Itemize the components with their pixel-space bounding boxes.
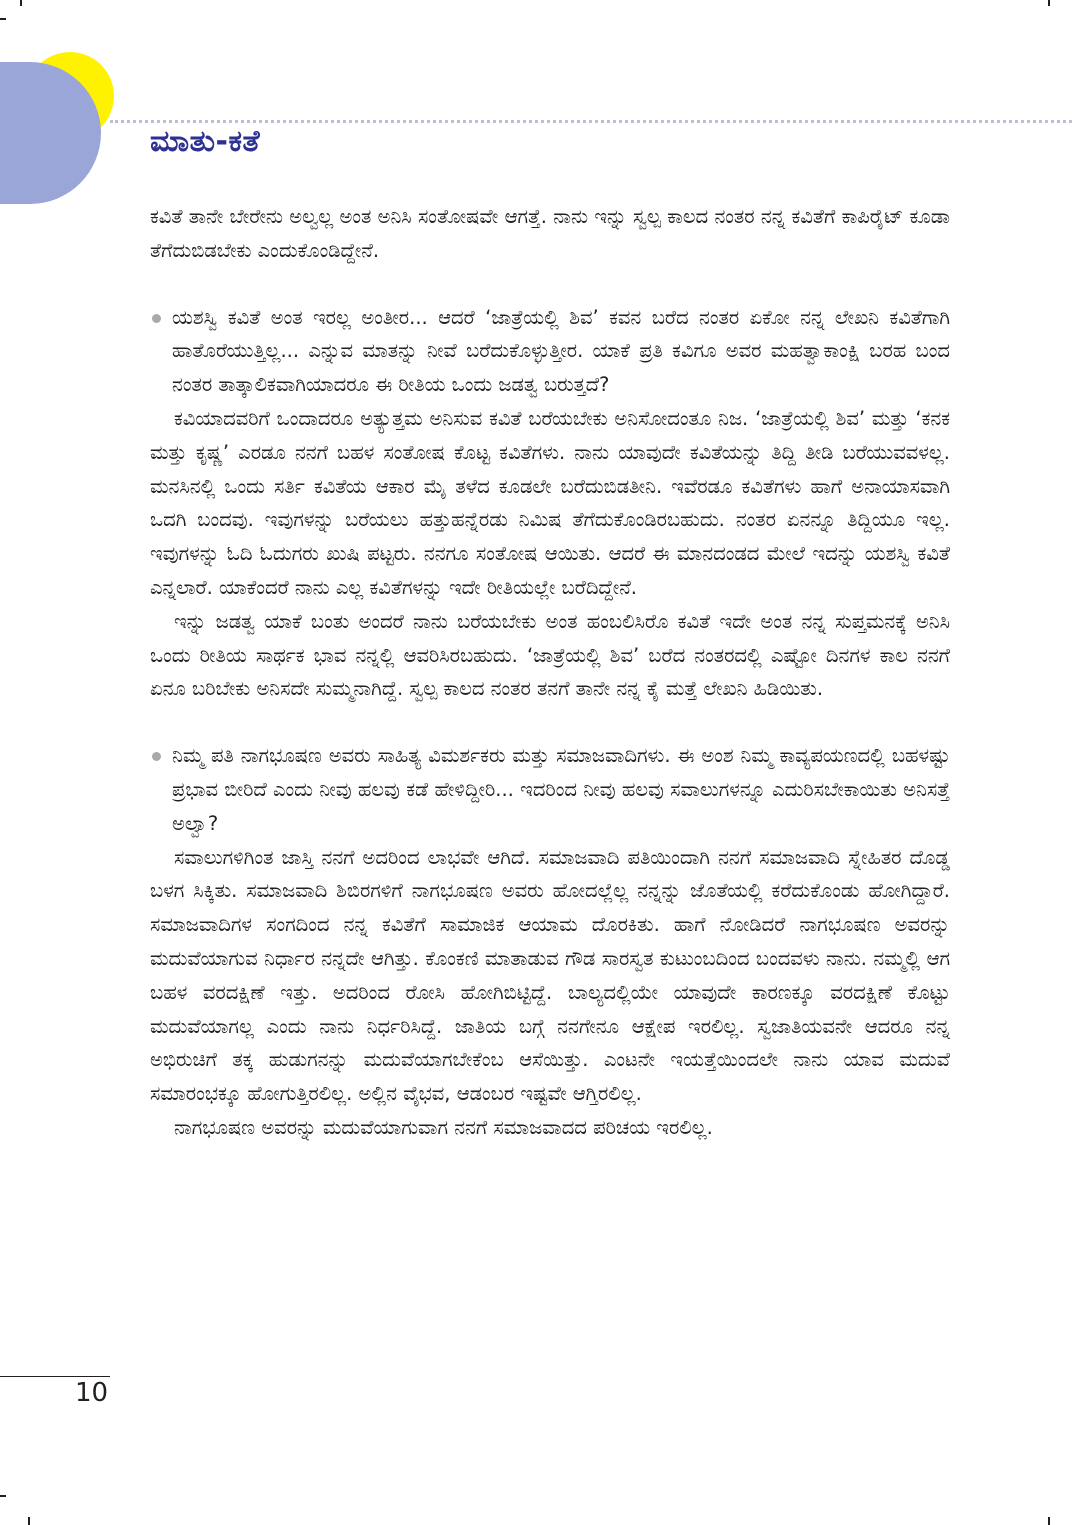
crop-mark-bottom-right [1048,1517,1050,1525]
decorative-circles [0,0,120,210]
intro-paragraph: ಕವಿತೆ ತಾನೇ ಬೇರೇನು ಅಲ್ವಲ್ಲ ಅಂತ ಅನಿಸಿ ಸಂತೋಷವೇ ಆಗತ್ತೆ. ನಾನು ಇನ್ನು ಸ್ವಲ್ಪ ಕಾಲದ ನಂತರ ನನ್ನ ಕವಿತೆಗೆ ಕಾಪಿರೈಟ್ ಕೂಡಾ ತೆಗೆದುಬಿಡಬೇಕು ಎಂದುಕೊಂಡಿದ್ದೇನೆ. [150,205,950,262]
footer-rule [0,1376,110,1377]
question-1 [150,301,950,402]
paragraph-gap [150,706,950,739]
section-title: ಮಾತು-ಕತೆ [150,124,261,159]
bullet-icon [152,314,161,323]
question-2-text: ನಿಮ್ಮ ಪತಿ ನಾಗಭೂಷಣ ಅವರು ಸಾಹಿತ್ಯ ವಿಮರ್ಶಕರು ಮತ್ತು ಸಮಾಜವಾದಿಗಳು. ಈ ಅಂಶ ನಿಮ್ಮ ಕಾವ್ಯಪಯಣದಲ್ಲಿ ಬಹಳಷ್ಟು ಪ್ರಭಾವ ಬೀರಿದೆ ಎಂದು ನೀವು ಹಲವು ಕಡೆ ಹೇಳಿದ್ದೀರಿ... ಇದರಿಂದ ನೀವು ಹಲವು ಸವಾಲುಗಳನ್ನೂ ಎದುರಿಸಬೇಕಾಯಿತು ಅನಿಸತ್ತೆ ಅಲ್ವಾ? [172,744,950,835]
crop-mark-top-right [1048,0,1050,6]
answer-2-paragraph-2: ನಾಗಭೂಷಣ ಅವರನ್ನು ಮದುವೆಯಾಗುವಾಗ ನನಗೆ ಸಮಾಜವಾದದ ಪರಿಚಯ ಇರಲಿಲ್ಲ. [174,1115,713,1139]
article-body [150,200,950,1145]
question-1-text: ಯಶಸ್ವಿ ಕವಿತೆ ಅಂತ ಇರಲ್ಲ ಅಂತೀರ... ಆದರೆ ‘ಜಾತ್ರೆಯಲ್ಲಿ ಶಿವ’ ಕವನ ಬರೆದ ನಂತರ ಏಕೋ ನನ್ನ ಲೇಖನಿ ಕವಿತೆಗಾಗಿ ಹಾತೊರೆಯುತ್ತಿಲ್ಲ... ಎನ್ನುವ ಮಾತನ್ನು ನೀವೆ ಬರೆದುಕೊಳ್ಳುತ್ತೀರ. ಯಾಕೆ ಪ್ರತಿ ಕವಿಗೂ ಅವರ ಮಹತ್ವಾಕಾಂಕ್ಷಿ ಬರಹ ಬಂದ ನಂತರ ತಾತ್ಕಾಲಿಕವಾಗಿಯಾದರೂ ಈ ರೀತಿಯ ಒಂದು ಜಡತ್ವ ಬರುತ್ತದೆ? [172,305,950,397]
bullet-icon [152,752,161,761]
paragraph-gap [150,268,950,301]
crop-mark-bottom-left [28,1517,30,1525]
answer-2-paragraph-1: ಸವಾಲುಗಳಿಗಿಂತ ಜಾಸ್ತಿ ನನಗೆ ಅದರಿಂದ ಲಾಭವೇ ಆಗಿದೆ. ಸಮಾಜವಾದಿ ಪತಿಯಿಂದಾಗಿ ನನಗೆ ಸಮಾಜವಾದಿ ಸ್ನೇಹಿತರ ದೊಡ್ಡ ಬಳಗ ಸಿಕ್ಕಿತು. ಸಮಾಜವಾದಿ ಶಿಬಿರಗಳಿಗೆ ನಾಗಭೂಷಣ ಅವರು ಹೋದಲ್ಲೆಲ್ಲ ನನ್ನನ್ನು ಜೊತೆಯಲ್ಲಿ ಕರೆದುಕೊಂಡು ಹೋಗಿದ್ದಾರೆ. ಸಮಾಜವಾದಿಗಳ ಸಂಗದಿಂದ ನನ್ನ ಕವಿತೆಗೆ ಸಾಮಾಜಿಕ ಆಯಾಮ ದೊರಕಿತು. ಹಾಗೆ ನೋಡಿದರೆ ನಾಗಭೂಷಣ ಅವರನ್ನು ಮದುವೆಯಾಗುವ ನಿರ್ಧಾರ ನನ್ನದೇ ಆಗಿತ್ತು. ಕೊಂಕಣಿ ಮಾತಾಡುವ ಗೌಡ ಸಾರಸ್ವತ ಕುಟುಂಬದಿಂದ ಬಂದವಳು ನಾನು. ನಮ್ಮಲ್ಲಿ ಆಗ ಬಹಳ ವರದಕ್ಷಿಣೆ ಇತ್ತು. ಅದರಿಂದ ರೋಸಿ ಹೋಗಿಬಿಟ್ಟಿದ್ದೆ. ಬಾಲ್ಯದಲ್ಲಿಯೇ ಯಾವುದೇ ಕಾರಣಕ್ಕೂ ವರದಕ್ಷಿಣೆ ಕೊಟ್ಟು ಮದುವೆಯಾಗಲ್ಲ ಎಂದು ನಾನು ನಿರ್ಧರಿಸಿದ್ದೆ. ಜಾತಿಯ ಬಗ್ಗೆ ನನಗೇನೂ ಆಕ್ಷೇಪ ಇರಲಿಲ್ಲ. ಸ್ವಜಾತಿಯವನೇ ಆದರೂ ನನ್ನ ಅಭಿರುಚಿಗೆ ತಕ್ಕ ಹುಡುಗನನ್ನು ಮದುವೆಯಾಗಬೇಕೆಂಬ ಆಸೆಯಿತ್ತು. ಎಂಟನೇ ಇಯತ್ತೆಯಿಂದಲೇ ನಾನು ಯಾವ ಮದುವೆ ಸಮಾರಂಭಕ್ಕೂ ಹೋಗುತ್ತಿರಲಿಲ್ಲ. ಅಲ್ಲಿನ ವೈಭವ, ಆಡಂಬರ ಇಷ್ಟವೇ ಆಗ್ತಿರಲಿಲ್ಲ. [150,845,950,1106]
page-number: 10 [75,1378,109,1408]
question-2 [150,739,950,840]
header-dotted-rule [110,120,1072,123]
answer-1-paragraph-1: ಕವಿಯಾದವರಿಗೆ ಒಂದಾದರೂ ಅತ್ಯುತ್ತಮ ಅನಿಸುವ ಕವಿತೆ ಬರೆಯಬೇಕು ಅನಿಸೋದಂತೂ ನಿಜ. ‘ಜಾತ್ರೆಯಲ್ಲಿ ಶಿವ’ ಮತ್ತು ‘ಕನಕ ಮತ್ತು ಕೃಷ್ಣ’ ಎರಡೂ ನನಗೆ ಬಹಳ ಸಂತೋಷ ಕೊಟ್ಟ ಕವಿತೆಗಳು. ನಾನು ಯಾವುದೇ ಕವಿತೆಯನ್ನು ತಿದ್ದಿ ತೀಡಿ ಬರೆಯುವವಳಲ್ಲ. ಮನಸಿನಲ್ಲಿ ಒಂದು ಸರ್ತಿ ಕವಿತೆಯ ಆಕಾರ ಮೈ ತಳೆದ ಕೂಡಲೇ ಬರೆದುಬಿಡತೀನಿ. ಇವೆರಡೂ ಕವಿತೆಗಳು ಹಾಗೆ ಅನಾಯಾಸವಾಗಿ ಒದಗಿ ಬಂದವು. ಇವುಗಳನ್ನು ಬರೆಯಲು ಹತ್ತುಹನ್ನೆರಡು ನಿಮಿಷ ತೆಗೆದುಕೊಂಡಿರಬಹುದು. ನಂತರ ಏನನ್ನೂ ತಿದ್ದಿಯೂ ಇಲ್ಲ. ಇವುಗಳನ್ನು ಓದಿ ಓದುಗರು ಖುಷಿ ಪಟ್ಟರು. ನನಗೂ ಸಂತೋಷ ಆಯಿತು. ಆದರೆ ಈ ಮಾನದಂಡದ ಮೇಲೆ ಇದನ್ನು ಯಶಸ್ವಿ ಕವಿತೆ ಎನ್ನಲಾರೆ. ಯಾಕೆಂದರೆ ನಾನು ಎಲ್ಲ ಕವಿತೆಗಳನ್ನು ಇದೇ ರೀತಿಯಲ್ಲೇ ಬರೆದಿದ್ದೇನೆ. [150,406,950,599]
crop-mark-left-lower [0,1495,6,1497]
answer-1-paragraph-2: ಇನ್ನು ಜಡತ್ವ ಯಾಕೆ ಬಂತು ಅಂದರೆ ನಾನು ಬರೆಯಬೇಕು ಅಂತ ಹಂಬಲಿಸಿರೊ ಕವಿತೆ ಇದೇ ಅಂತ ನನ್ನ ಸುಪ್ತಮನಕ್ಕೆ ಅನಿಸಿ ಒಂದು ರೀತಿಯ ಸಾರ್ಥಕ ಭಾವ ನನ್ನಲ್ಲಿ ಆವರಿಸಿರಬಹುದು. ‘ಜಾತ್ರೆಯಲ್ಲಿ ಶಿವ’ ಬರೆದ ನಂತರದಲ್ಲಿ ಎಷ್ಟೋ ದಿನಗಳ ಕಾಲ ನನಗೆ ಏನೂ ಬರಿಬೇಕು ಅನಿಸದೇ ಸುಮ್ಮನಾಗಿದ್ದೆ. ಸ್ವಲ್ಪ ಕಾಲದ ನಂತರ ತನಗೆ ತಾನೇ ನನ್ನ ಕೈ ಮತ್ತೆ ಲೇಖನಿ ಹಿಡಿಯಿತು. [150,609,950,701]
